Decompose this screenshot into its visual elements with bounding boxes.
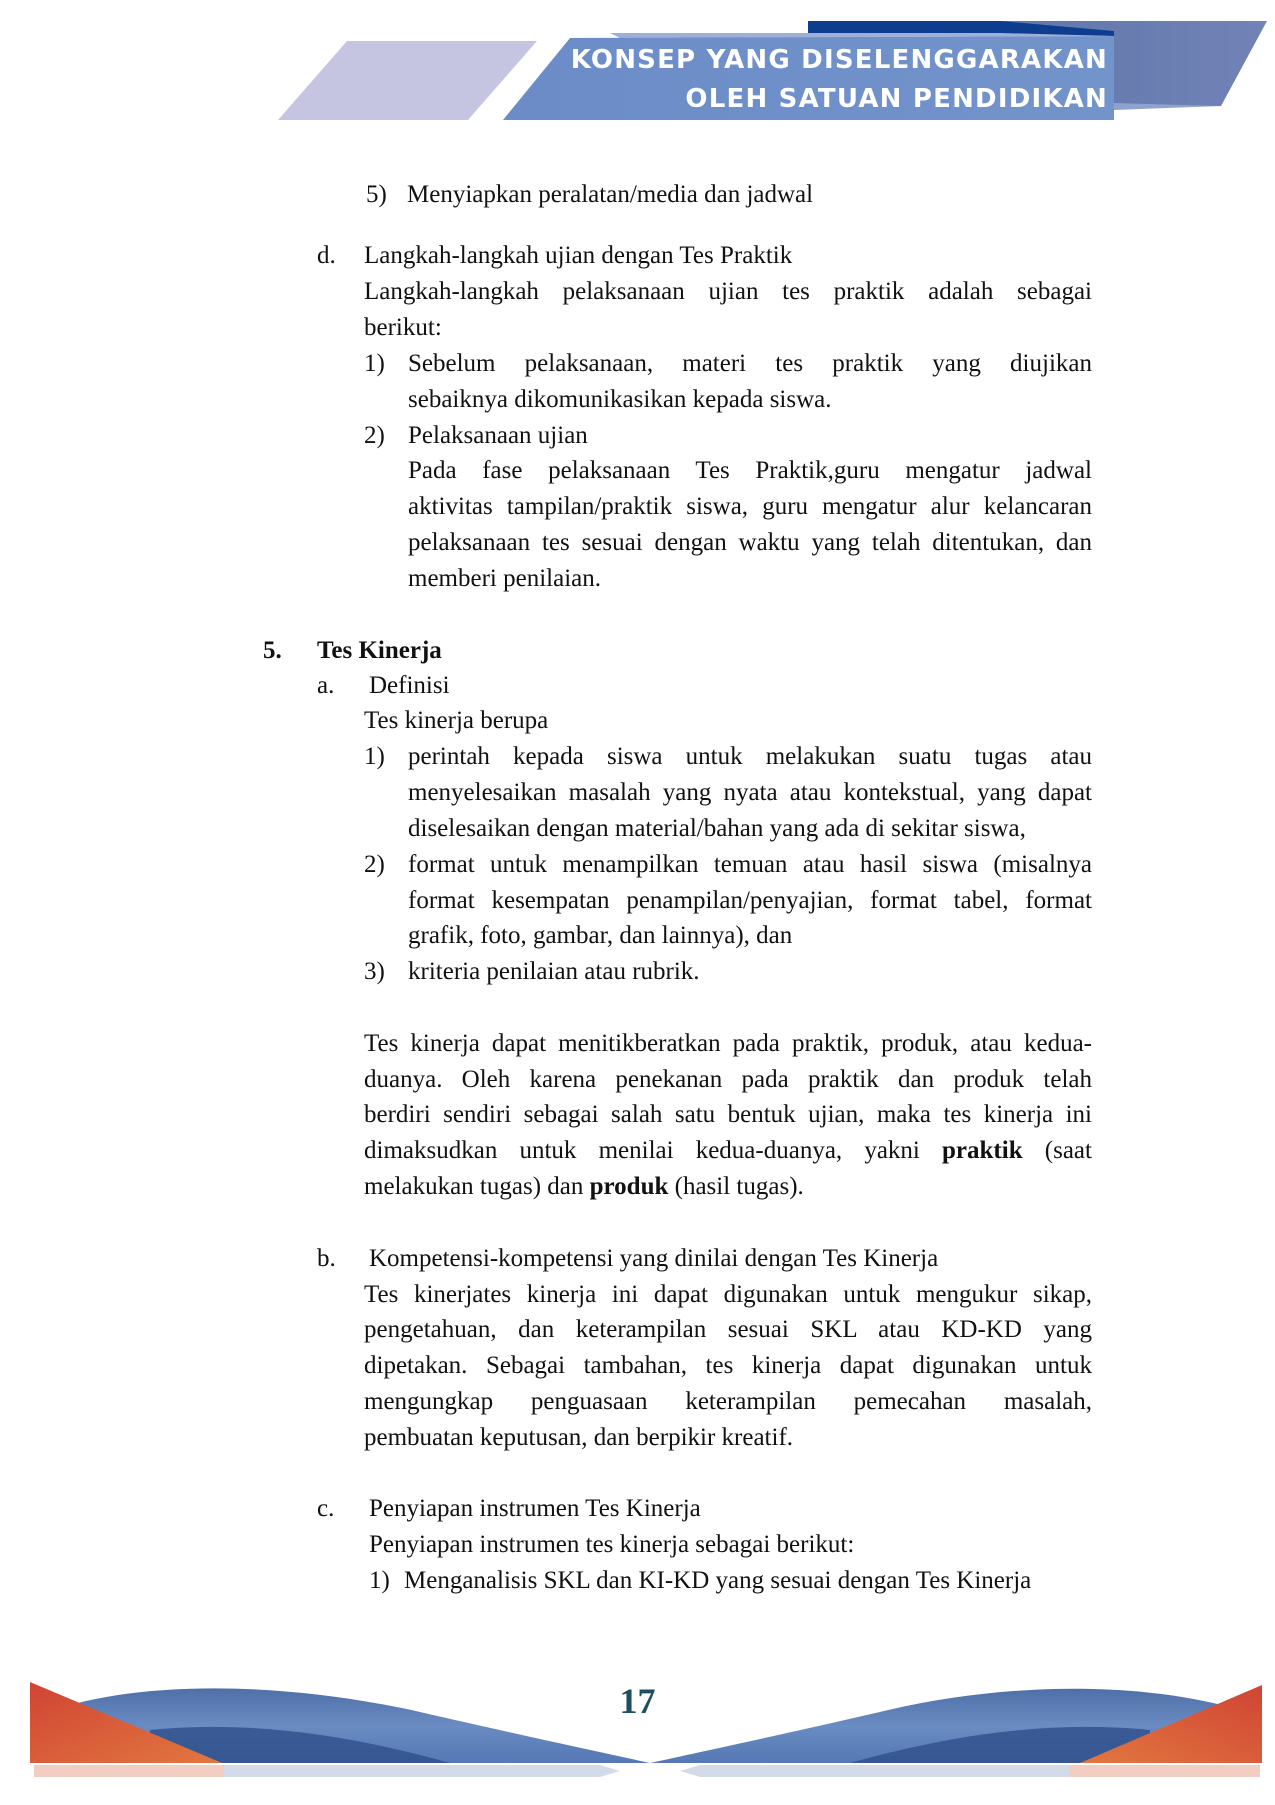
subsection-c-title: Penyiapan instrumen Tes Kinerja: [369, 1495, 701, 1522]
list-item-text: Menyiapkan peralatan/media dan jadwal: [407, 181, 814, 208]
list-item-text: sebaiknya dikomunikasikan kepada siswa.: [408, 386, 832, 413]
paragraph-line: Tes kinerja berupa: [364, 707, 549, 734]
list-item-text: grafik, foto, gambar, dan lainnya), dan: [408, 922, 793, 949]
paragraph-line: pelaksanaan tes sesuai dengan waktu yang telah ditentukan, dan: [408, 529, 1092, 556]
subsection-letter: c.: [317, 1495, 335, 1522]
paragraph-line: melakukan tugas) dan produk (hasil tugas).: [364, 1173, 804, 1200]
list-number: 2): [364, 422, 385, 449]
list-item-text: diselesaikan dengan material/bahan yang ada di sekitar siswa,: [408, 815, 1026, 842]
paragraph-line: berdiri sendiri sebagai salah satu bentuk ujian, maka tes kinerja ini: [364, 1101, 1092, 1128]
paragraph-line: dimaksudkan untuk menilai kedua-duanya, yakni praktik (saat: [364, 1137, 1092, 1164]
list-item-text: menyelesaikan masalah yang nyata atau kontekstual, yang dapat: [408, 779, 1092, 806]
list-number: 1): [364, 743, 385, 770]
bold-term-praktik: praktik: [942, 1137, 1023, 1164]
subsection-b-title: Kompetensi-kompetensi yang dinilai dengan Tes Kinerja: [369, 1245, 939, 1272]
paragraph-line: pembuatan keputusan, dan berpikir kreatif.: [364, 1424, 794, 1451]
list-item-text: kriteria penilaian atau rubrik.: [408, 958, 700, 985]
list-item-text: Menganalisis SKL dan KI-KD yang sesuai dengan Tes Kinerja: [404, 1567, 1032, 1594]
subsection-letter: b.: [317, 1245, 336, 1272]
paragraph-line: Penyiapan instrumen tes kinerja sebagai berikut:: [369, 1531, 855, 1558]
paragraph-line: aktivitas tampilan/praktik siswa, guru mengatur alur kelancaran: [408, 493, 1092, 520]
list-item-text: format untuk menampilkan temuan atau hasil siswa (misalnya: [408, 851, 1092, 878]
paragraph-line: dipetakan. Sebagai tambahan, tes kinerja dapat digunakan untuk: [364, 1352, 1092, 1379]
paragraph-line: berikut:: [364, 314, 442, 341]
list-item-text: perintah kepada siswa untuk melakukan suatu tugas atau: [408, 743, 1092, 770]
list-number: 1): [369, 1567, 390, 1594]
section-5-title: Tes Kinerja: [317, 637, 442, 664]
page-number: 17: [619, 1681, 656, 1721]
section-number: 5.: [263, 637, 282, 664]
paragraph-line: Langkah-langkah pelaksanaan ujian tes praktik adalah sebagai: [364, 278, 1092, 305]
paragraph-line: mengungkap penguasaan keterampilan pemecahan masalah,: [364, 1388, 1092, 1415]
subsection-a-title: Definisi: [369, 672, 450, 699]
bold-term-produk: produk: [589, 1173, 669, 1200]
header-title-line-1: KONSEP YANG DISELENGGARAKAN: [570, 45, 1108, 75]
list-number: 2): [364, 851, 385, 878]
paragraph-line: Tes kinerjates kinerja ini dapat digunakan untuk mengukur sikap,: [364, 1281, 1092, 1308]
list-number: 1): [364, 350, 385, 377]
list-item-text: format kesempatan penampilan/penyajian, format tabel, format: [408, 887, 1092, 914]
section-letter: d.: [317, 242, 336, 269]
list-number: 3): [364, 958, 385, 985]
list-item-text: Pelaksanaan ujian: [408, 422, 588, 449]
list-number: 5): [366, 181, 387, 208]
subsection-letter: a.: [317, 672, 335, 699]
paragraph-line: duanya. Oleh karena penekanan pada praktik dan produk telah: [364, 1066, 1092, 1093]
header-title-line-2: OLEH SATUAN PENDIDIKAN: [685, 84, 1108, 114]
paragraph-line: pengetahuan, dan keterampilan sesuai SKL atau KD-KD yang: [364, 1316, 1092, 1343]
paragraph-line: Pada fase pelaksanaan Tes Praktik,guru mengatur jadwal: [408, 457, 1092, 484]
paragraph-line: Tes kinerja dapat menitikberatkan pada praktik, produk, atau kedua-: [364, 1030, 1092, 1057]
paragraph-line: memberi penilaian.: [408, 565, 601, 592]
list-item-text: Sebelum pelaksanaan, materi tes praktik yang diujikan: [408, 350, 1092, 377]
section-d-title: Langkah-langkah ujian dengan Tes Praktik: [364, 242, 793, 269]
